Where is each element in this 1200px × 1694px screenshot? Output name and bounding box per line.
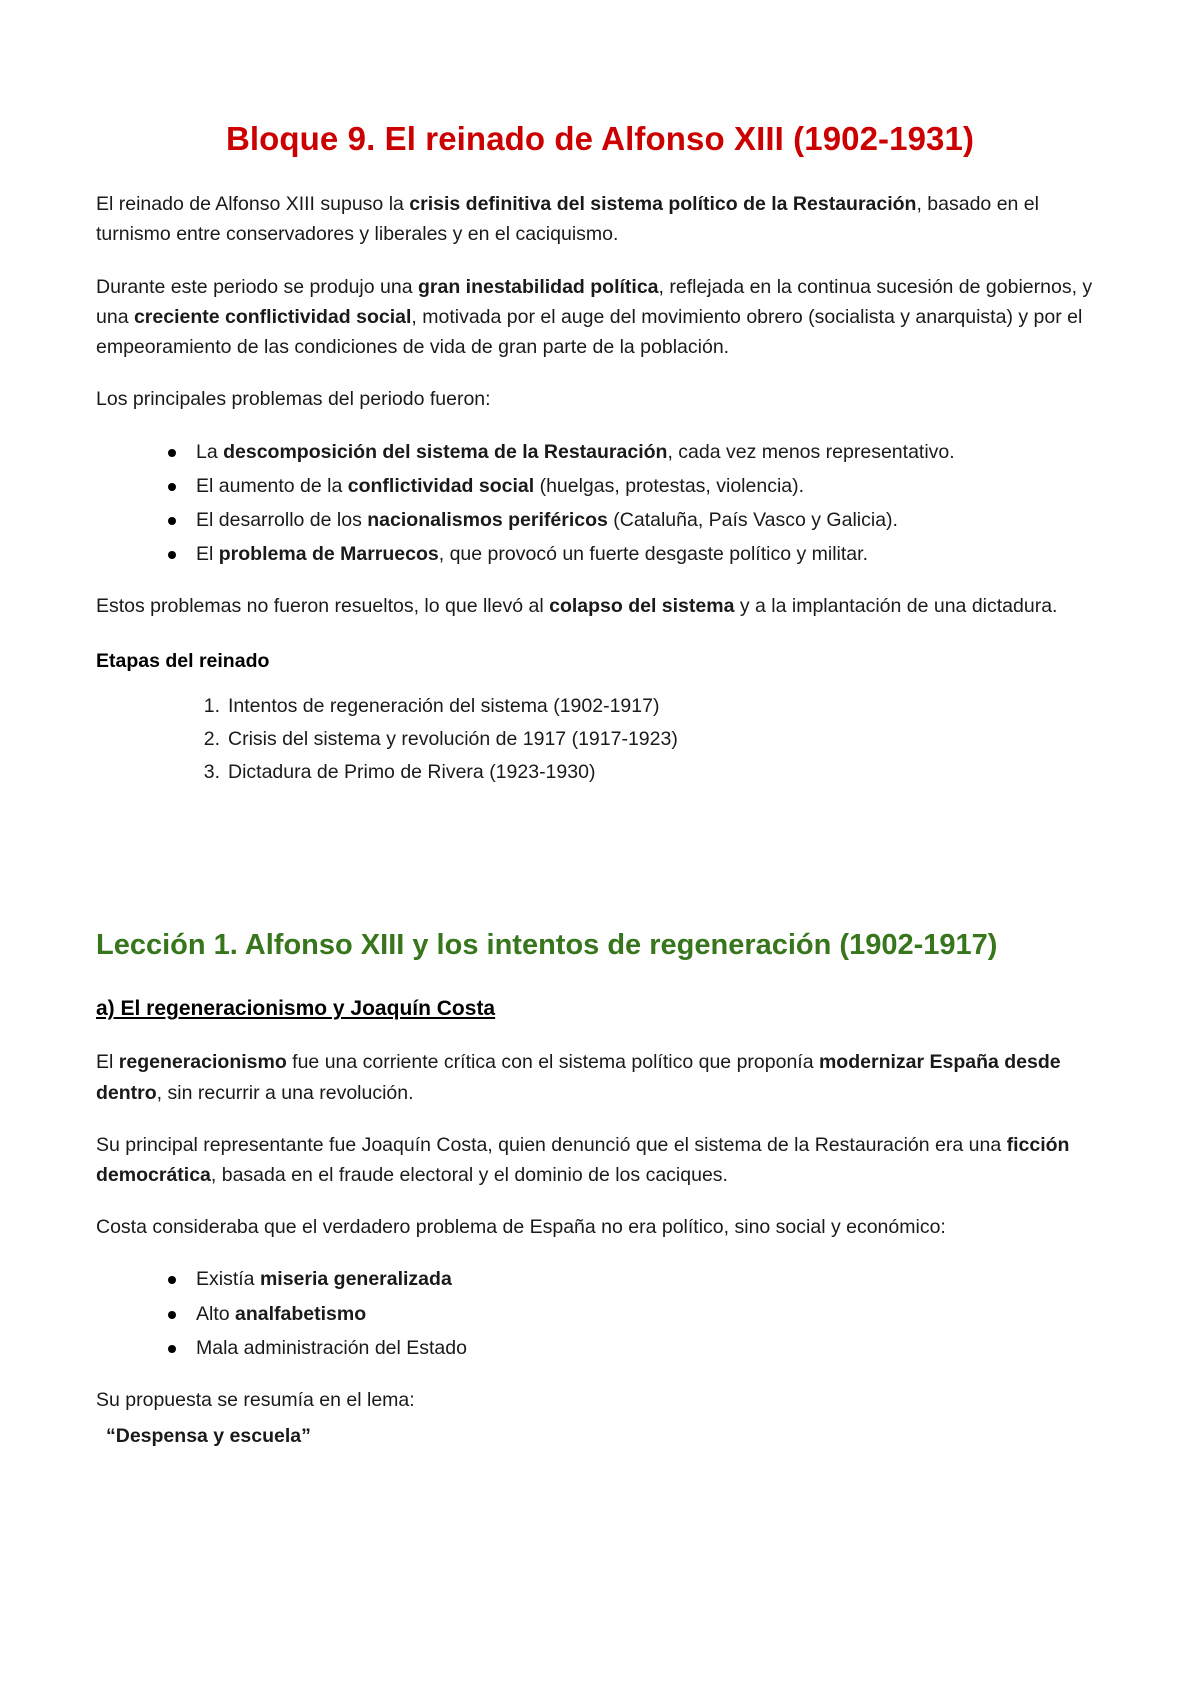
list-item: [164, 471, 1104, 501]
problem-2-bold: conflictividad social: [347, 474, 535, 497]
costa-lead-in: Costa consideraba que el verdadero problema de España no era político, sino social y económico:: [96, 1216, 946, 1239]
problem-2-post: (huelgas, protestas, violencia).: [534, 474, 805, 497]
lesson-paragraph-2: [96, 1130, 1104, 1190]
motto-text: [96, 1421, 1104, 1451]
problem-1-bold: descomposición del sistema de la Restauración: [223, 440, 668, 463]
costa-3-pre: Mala administración del Estado: [196, 1336, 467, 1359]
intro-paragraph-1: [96, 189, 1104, 249]
stages-list: [96, 691, 1104, 789]
problem-1-post: , cada vez menos representativo.: [667, 440, 955, 463]
list-item: [164, 505, 1104, 535]
problem-4-post: , que provocó un fuerte desgaste político y militar.: [438, 543, 868, 566]
stages-heading: Etapas del reinado: [96, 649, 270, 672]
lesson-p1-text-2: fue una corriente crítica con el sistema político que proponía: [286, 1051, 819, 1074]
section-spacer: [96, 810, 1104, 852]
lesson-p1-text-1: El: [96, 1051, 119, 1074]
intro-p2-bold-1: gran inestabilidad política: [417, 275, 659, 298]
problem-2-pre: El aumento de la: [196, 474, 348, 497]
lesson-p2-text-1: Su principal representante fue Joaquín Costa, quien denunció que el sistema de la Restauración era una: [96, 1133, 1007, 1156]
intro-paragraph-2: [96, 272, 1104, 363]
intro-p1-text-1: El reinado de Alfonso XIII supuso la: [96, 193, 410, 216]
subsection-heading: a) El regeneracionismo y Joaquín Costa: [96, 997, 496, 1021]
problem-1-pre: La: [196, 440, 224, 463]
motto-bold: “Despensa y escuela”: [106, 1425, 311, 1448]
costa-2-pre: Alto: [196, 1302, 236, 1325]
closing-text-2: y a la implantación de una dictadura.: [734, 595, 1058, 618]
lesson-title: Lección 1. Alfonso XIII y los intentos de regeneración (1902-1917): [96, 929, 998, 962]
problem-3-post: (Cataluña, País Vasco y Galicia).: [607, 509, 898, 531]
problem-3-pre: El desarrollo de los: [196, 509, 368, 531]
closing-text-1: Estos problemas no fueron resueltos, lo que llevó al: [96, 595, 550, 618]
list-item: Intentos de regeneración del sistema (1902-1917): [228, 694, 660, 717]
intro-p2-text-2: , reflejada en la continua sucesión de gobiernos, y una: [96, 275, 1093, 328]
problem-3-bold: nacionalismos periféricos: [367, 509, 608, 531]
list-item: [164, 1264, 1104, 1294]
intro-p1-bold-1: crisis definitiva del sistema político de la Restauración: [409, 193, 917, 216]
lesson-p1-text-3: , sin recurrir a una revolución.: [156, 1081, 414, 1104]
lesson-p1-bold-1: regeneracionismo: [118, 1051, 287, 1074]
list-item: [164, 1299, 1104, 1329]
lesson-paragraph-1: [96, 1047, 1104, 1107]
problem-4-bold: problema de Marruecos: [218, 543, 439, 566]
costa-2-bold: analfabetismo: [235, 1302, 367, 1325]
list-item: [164, 539, 1104, 569]
costa-1-bold: miseria generalizada: [259, 1268, 452, 1291]
problems-lead-in: Los principales problemas del periodo fueron:: [96, 388, 491, 411]
problems-list: [96, 437, 1104, 570]
costa-problems-list: [96, 1264, 1104, 1363]
list-item: Crisis del sistema y revolución de 1917 (1917-1923): [228, 727, 678, 750]
list-item: [164, 437, 1104, 467]
problem-4-pre: El: [196, 543, 219, 566]
costa-1-pre: Existía: [196, 1268, 260, 1291]
list-item: [164, 1333, 1104, 1363]
intro-p2-text-1: Durante este periodo se produjo una: [96, 275, 418, 298]
intro-p1-text-2: , basado en el turnismo entre conservadores y liberales y en el caciquismo.: [96, 193, 1039, 246]
intro-p2-text-3: , motivada por el auge del movimiento obrero (socialista y anarquista) y por el empeoramiento de las condiciones de vida de gran parte de la población.: [96, 305, 1083, 359]
intro-p2-bold-2: creciente conflictividad social: [133, 305, 412, 328]
page-title: Bloque 9. El reinado de Alfonso XIII (1902-1931): [225, 120, 975, 157]
lesson-p1-bold-2: modernizar España desde dentro: [96, 1051, 1061, 1104]
lesson-p2-text-2: , basada en el fraude electoral y el dominio de los caciques.: [210, 1164, 728, 1187]
motto-intro: Su propuesta se resumía en el lema:: [96, 1389, 415, 1412]
closing-paragraph: [96, 591, 1104, 621]
closing-bold-1: colapso del sistema: [549, 595, 735, 618]
lesson-p2-bold-1: ficción democrática: [96, 1133, 1070, 1187]
list-item: Dictadura de Primo de Rivera (1923-1930): [228, 761, 596, 784]
